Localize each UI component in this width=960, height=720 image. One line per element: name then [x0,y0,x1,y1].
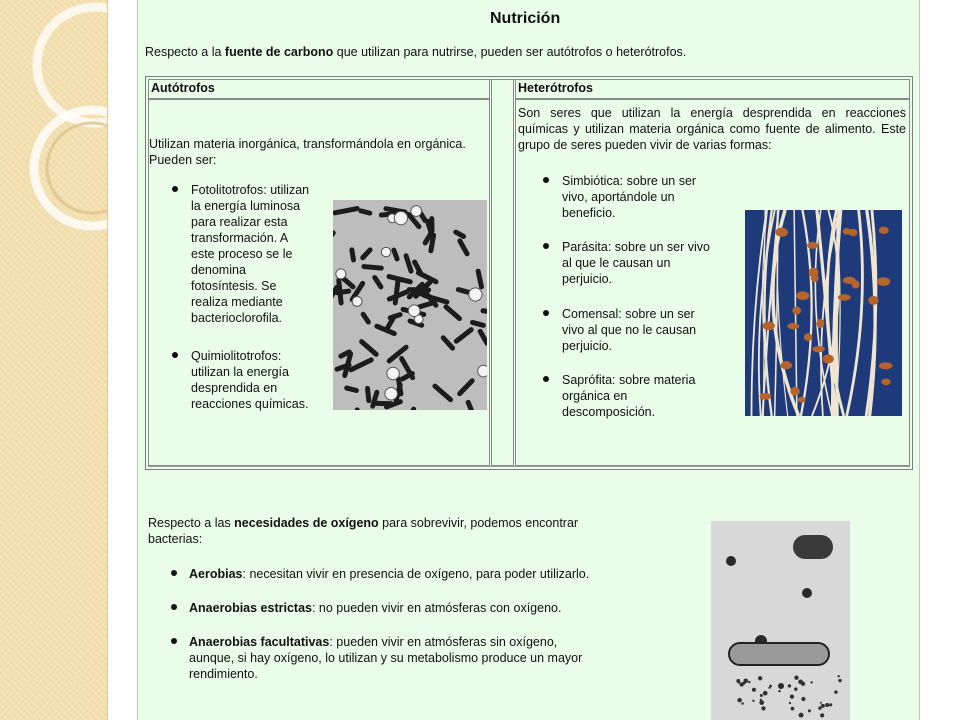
bullet-icon [171,604,177,610]
autotrofos-header: Autótrofos [151,81,215,95]
bullet-icon [171,570,177,576]
heterotrofos-item-simbiotica: Simbiótica: sobre un ser vivo, aportándole un beneficio. [562,174,697,220]
bullet-icon [172,186,178,192]
oxygen-item-anaerobias-estrictas: Anaerobias estrictas: no pueden vivir en atmósferas con oxígeno. [189,601,562,615]
heterotrofos-item-saprofita: Saprófita: sobre materia orgánica en descomposición. [562,373,696,419]
heterotrofos-item-comensal: Comensal: sobre un ser vivo al que no le causan perjuicio. [562,307,697,353]
bullet-icon [543,310,549,316]
root-nodules-photo [745,210,902,416]
oxygen-item-anaerobias-facultativas: Anaerobias facultativas: pueden vivir en atmósferas sin oxígeno, aunque, si hay oxígeno, lo utilizan y su metabolismo produce un mayor rendimiento. [189,635,583,681]
spacer-cell [491,79,514,466]
bullet-icon [171,638,177,644]
oxygen-intro: Respecto a las necesidades de oxígeno para sobrevivir, podemos encontrar bacterias: [148,516,579,546]
decorative-sidebar [0,0,108,720]
bullet-icon [543,376,549,382]
heterotrofos-description: Son seres que utilizan la energía desprendida en reacciones químicas y utilizan materia orgánica como fuente de alimento. Este grupo de seres pueden vivir de varias formas: [518,106,906,152]
bullet-icon [543,243,549,249]
oxygen-item-aerobias: Aerobias: necesitan vivir en presencia de oxígeno, para poder utilizarlo. [189,567,590,581]
bacteria-micrograph [333,200,487,410]
heterotrofos-item-parasita: Parásita: sobre un ser vivo al que le causan un perjuicio. [562,240,710,286]
autotrofos-description: Utilizan materia inorgánica, transformándola en orgánica. Pueden ser: [149,137,466,167]
autotrofos-item-fotolitotrofos: Fotolitotrofos: utilizan la energía luminosa para realizar esta transformación. A este proceso se le denomina fotosíntesis. Se realiza mediante bacterioclorofila. [191,183,310,325]
heterotrofos-header: Heterótrofos [518,81,594,95]
page-title: Nutrición [490,10,561,27]
bullet-icon [543,177,549,183]
decorative-circles [0,0,107,720]
bacteria-electron-micrograph [711,521,850,720]
intro-paragraph: Respecto a la fuente de carbono que utilizan para nutrirse, pueden ser autótrofos o heterótrofos. [145,45,687,59]
autotrofos-item-quimiolitotrofos: Quimiolitotrofos: utilizan la energía desprendida en reacciones químicas. [191,349,309,411]
bullet-icon [172,352,178,358]
